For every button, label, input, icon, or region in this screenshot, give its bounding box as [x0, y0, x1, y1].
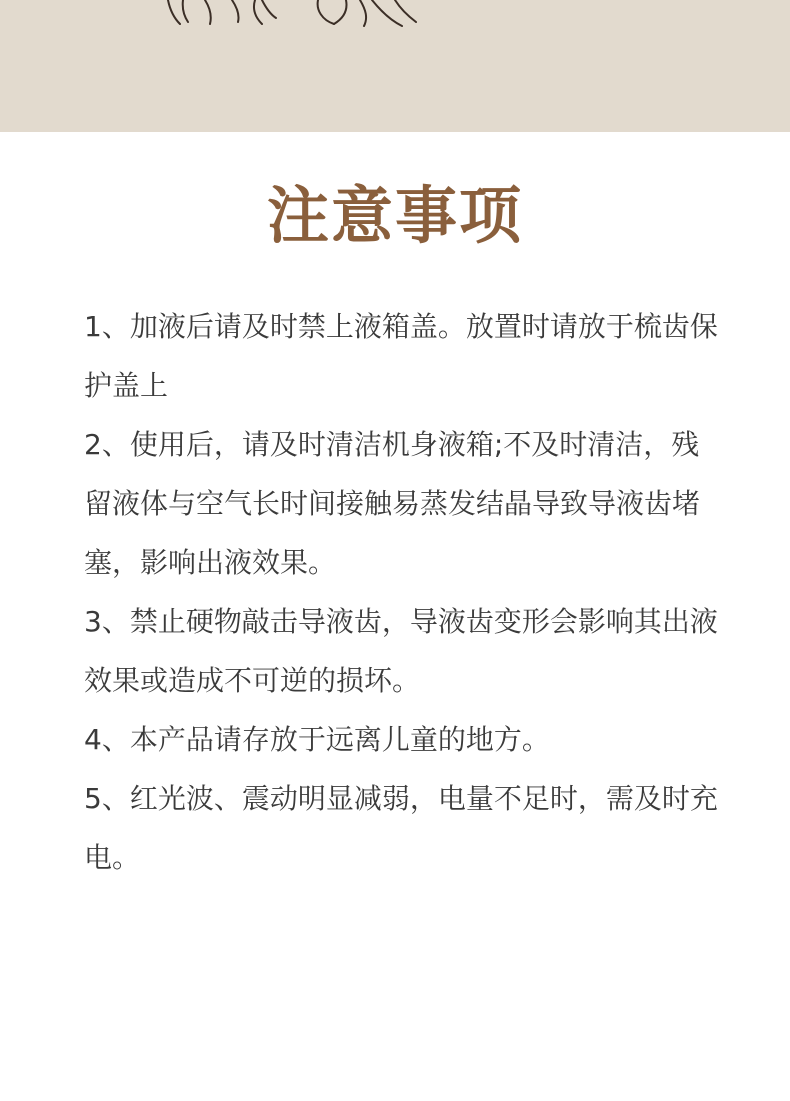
list-item: 3、禁止硬物敲击导液齿，导液齿变形会影响其出液效果或造成不可逆的损坏。: [84, 605, 718, 697]
list-item: 5、红光波、震动明显减弱，电量不足时，需及时充电。: [84, 782, 718, 874]
header-banner: [0, 0, 790, 132]
botanical-decoration-icon: [0, 0, 790, 132]
list-item: 4、本产品请存放于远离儿童的地方。: [84, 723, 550, 756]
page-title: 注意事项: [266, 179, 523, 252]
list-item: 2、使用后，请及时清洁机身液箱;不及时清洁，残留液体与空气长时间接触易蒸发结晶导致导液齿堵塞，影响出液效果。: [84, 428, 701, 579]
list-item: 1、加液后请及时禁上液箱盖。放置时请放于梳齿保护盖上: [84, 310, 718, 402]
notes-list: [84, 297, 724, 887]
